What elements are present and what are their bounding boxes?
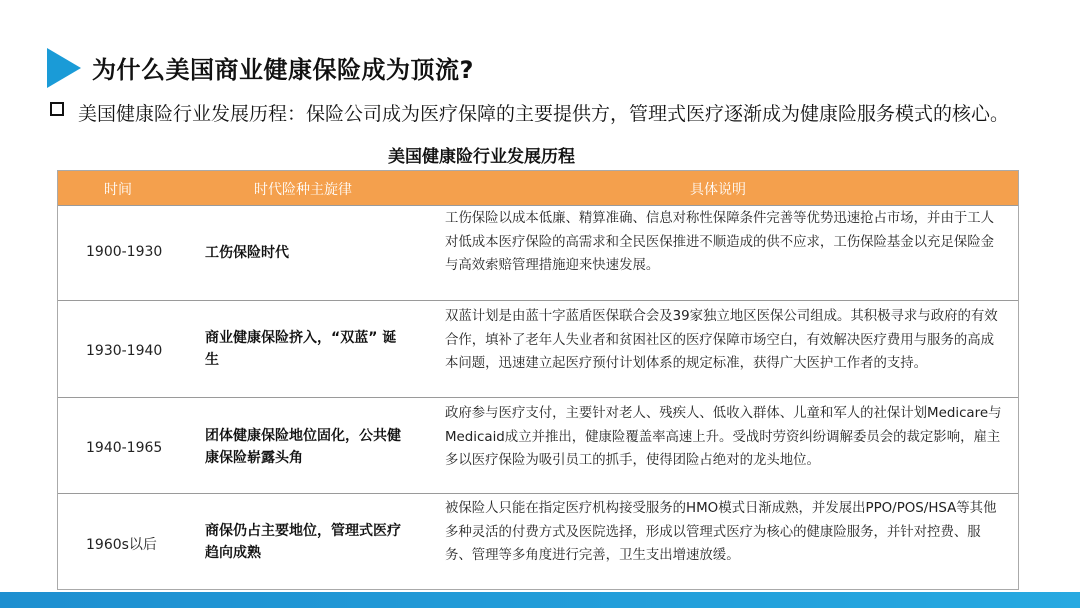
row-period: 1930-1940: [86, 343, 163, 359]
row-description: 工伤保险以成本低廉、精算准确、信息对称性保障条件完善等优势迅速抢占市场，并由于工人对低成本医疗保险的高需求和全民医保推进不顺造成的供不应求，工伤保险基金以充足保险金与高效索赔管理措施迎来快速发展。: [445, 211, 995, 273]
square-bullet-icon: [50, 102, 64, 116]
history-table: [57, 170, 1019, 590]
row-theme: 团体健康保险地位固化，公共健康保险崭露头角: [205, 428, 401, 466]
row-theme: 商保仍占主要地位，管理式医疗趋向成熟: [205, 523, 401, 561]
row-period: 1940-1965: [86, 440, 163, 456]
header-time: 时间: [104, 182, 132, 198]
header-theme: 时代险种主旋律: [254, 182, 352, 198]
page-title: 为什么美国商业健康保险成为顶流?: [92, 56, 474, 84]
intro-bullet-text: 美国健康险行业发展历程：保险公司成为医疗保障的主要提供方，管理式医疗逐渐成为健康险服务模式的核心。: [78, 103, 1010, 125]
table-header: [58, 171, 1018, 205]
row-description: 政府参与医疗支付，主要针对老人、残疾人、低收入群体、儿童和军人的社保计划Medicare与Medicaid成立并推出，健康险覆盖率高速上升。受战时劳资纠纷调解委员会的裁定影响，雇主多以医疗保险为吸引员工的抓手，使得团险占绝对的龙头地位。: [445, 406, 1002, 468]
row-period: 1900-1930: [86, 244, 163, 260]
table-title: 美国健康险行业发展历程: [388, 147, 575, 167]
row-period: 1960s以后: [86, 537, 157, 553]
title-arrow-icon: [47, 48, 81, 88]
row-description: 双蓝计划是由蓝十字蓝盾医保联合会及39家独立地区医保公司组成。其积极寻求与政府的有效合作，填补了老年人失业者和贫困社区的医疗保障市场空白，有效解决医疗费用与服务的高成本问题，迅速建立起医疗预付计划体系的规定标准，获得广大医护工作者的支持。: [445, 309, 998, 371]
table-row: [58, 205, 1018, 301]
row-theme: 工伤保险时代: [205, 245, 289, 261]
header-description: 具体说明: [690, 182, 746, 198]
table-row: [58, 493, 1018, 590]
footer-bar: [0, 592, 1080, 608]
row-theme: 商业健康保险挤入，“双蓝” 诞生: [205, 330, 397, 368]
table-row: [58, 300, 1018, 398]
table-row: [58, 397, 1018, 494]
row-description: 被保险人只能在指定医疗机构接受服务的HMO模式日渐成熟，并发展出PPO/POS/HSA等其他多种灵活的付费方式及医院选择，形成以管理式医疗为核心的健康险服务，并针对控费、服务、管理等多角度进行完善，卫生支出增速放缓。: [445, 501, 997, 563]
